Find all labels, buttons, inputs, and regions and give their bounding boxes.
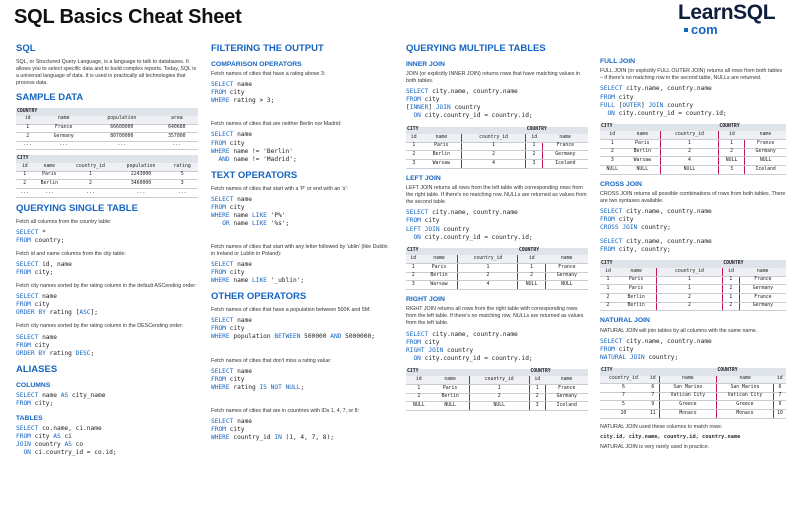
comp-desc-2: Fetch names of cities that are neither Berlin nor Madrid: xyxy=(211,121,342,128)
table-cell: Germany xyxy=(545,272,588,281)
table-row xyxy=(406,160,588,169)
table-cell: Monaco xyxy=(716,410,773,419)
table-row xyxy=(406,393,588,402)
logo-domain: com xyxy=(678,24,788,36)
section-aliases: ALIASES xyxy=(16,363,58,375)
table-cell: 3 xyxy=(406,160,422,169)
header-cell: id xyxy=(518,255,545,263)
table-cell: 1 xyxy=(529,385,545,394)
table-name-city: CITY xyxy=(406,369,529,377)
full-join-heading: FULL JOIN xyxy=(600,58,635,65)
table-cell: 2 xyxy=(718,148,744,157)
table-cell: 1 xyxy=(462,142,526,151)
table-cell: Paris xyxy=(616,285,657,294)
table-row xyxy=(600,294,786,303)
table-cell: 4 xyxy=(661,157,719,166)
table-header xyxy=(600,268,786,276)
table-cell: 1 xyxy=(469,385,529,394)
table-cell: 2 xyxy=(529,393,545,402)
table-header: id name country_id population rating xyxy=(16,163,198,171)
right-join-code: SELECT city.name, country.name FROM city RIGHT JOIN country ON city.country_id = country.id; xyxy=(406,330,533,362)
table-cell: Warsaw xyxy=(422,160,462,169)
right-join-table xyxy=(406,369,588,411)
table-cell: Berlin xyxy=(616,302,657,311)
header-cell: id xyxy=(600,268,616,276)
header-cell: id xyxy=(406,255,421,263)
table-cell: Paris xyxy=(616,276,657,285)
table-row xyxy=(600,285,786,294)
cross-join-heading: CROSS JOIN xyxy=(600,180,642,188)
table-name-city: CITY xyxy=(600,124,718,132)
natural-join-heading: NATURAL JOIN xyxy=(600,317,650,325)
cross-join-code-1: SELECT city.name, country.name FROM city CROSS JOIN country; xyxy=(600,208,712,232)
table-header xyxy=(406,134,588,142)
table-cell: Vatican City xyxy=(659,392,716,401)
table-cell: 2 xyxy=(526,151,543,160)
table-name-city: CITY xyxy=(406,248,518,256)
header-cell: name xyxy=(745,131,786,139)
table-name-country: COUNTRY xyxy=(526,127,588,135)
full-join-table xyxy=(600,124,786,175)
table-cell: 2 xyxy=(657,294,723,303)
table-row xyxy=(600,140,786,149)
table-cell: 2 xyxy=(600,148,625,157)
section-sample-data: SAMPLE DATA xyxy=(16,92,84,104)
inner-join-heading: INNER JOIN xyxy=(406,60,445,68)
table-cell: Berlin xyxy=(422,151,462,160)
qst-desc-4: Fetch city names sorted by the rating column in the DESCending order: xyxy=(16,323,184,330)
table-row: 2 Germany 80700000 357000 xyxy=(16,133,198,142)
header-cell: name xyxy=(625,131,661,139)
table-cell: Iceland xyxy=(542,160,588,169)
table-cell: NULL xyxy=(406,402,432,411)
table-row xyxy=(406,151,588,160)
table-cell: 1 xyxy=(600,285,616,294)
table-cell: 10 xyxy=(773,410,786,419)
table-cell: Paris xyxy=(421,263,458,272)
left-join-desc: LEFT JOIN returns all rows from the left table with corresponding rows from the right table. If there's no matching row, NULLs are returned as values from the second table. xyxy=(406,184,587,206)
table-name-country: COUNTRY xyxy=(518,248,588,256)
table-name-row xyxy=(600,260,786,268)
table-cell: Germany xyxy=(739,285,786,294)
table-row xyxy=(406,272,588,281)
table-cell: 1 xyxy=(600,276,616,285)
column-1 xyxy=(16,38,198,463)
qst-code-2: SELECT id, name FROM city; xyxy=(16,260,72,277)
table-cell: Germany xyxy=(739,302,786,311)
table-cell: 9 xyxy=(647,401,660,410)
table-header xyxy=(406,255,588,263)
header-cell: country_id xyxy=(469,376,529,384)
table-row xyxy=(600,148,786,157)
natural-join-columns: city.id, city.name, country.id, country.name xyxy=(600,433,741,440)
table-cell: 5 xyxy=(600,401,647,410)
table-cell: 7 xyxy=(773,392,786,401)
table-cell: 2 xyxy=(600,294,616,303)
table-cell: NULL xyxy=(745,157,786,166)
header-cell: name xyxy=(716,376,773,384)
full-join-code: SELECT city.name, country.name FROM city FULL [OUTER] JOIN country ON city.country_id = country.id; xyxy=(600,85,727,117)
table-cell: 3 xyxy=(600,157,625,166)
table-name-city: CITY xyxy=(600,260,722,268)
header-cell: name xyxy=(616,268,657,276)
table-header xyxy=(406,376,588,384)
table-row: 1 France 66600000 640680 xyxy=(16,124,198,133)
table-cell: 3 xyxy=(529,402,545,411)
comp-desc-1: Fetch names of cities that have a rating above 3: xyxy=(211,70,326,77)
table-cell: 7 xyxy=(647,392,660,401)
table-row xyxy=(406,142,588,151)
column-3 xyxy=(406,38,588,416)
table-cell: Berlin xyxy=(625,148,661,157)
table-row xyxy=(600,410,786,419)
table-cell: 2 xyxy=(462,151,526,160)
table-name-row xyxy=(406,248,588,256)
aliases-tables-heading: TABLES xyxy=(16,414,43,422)
table-cell: NULL xyxy=(469,402,529,411)
table-cell: 2 xyxy=(661,148,719,157)
table-row xyxy=(600,165,786,174)
header-cell: name xyxy=(545,376,588,384)
table-header xyxy=(600,131,786,139)
table-row: 2 Berlin 2 3460000 3 xyxy=(16,180,198,189)
cross-join-code-2: SELECT city.name, country.name FROM city, country; xyxy=(600,238,712,254)
table-cell: 1 xyxy=(458,263,518,272)
table-cell: France xyxy=(745,140,786,149)
table-row xyxy=(406,385,588,394)
table-cell: NULL xyxy=(600,165,625,174)
table-cell: 1 xyxy=(406,385,432,394)
table-cell: Germany xyxy=(542,151,588,160)
table-cell: NULL xyxy=(518,281,545,290)
natural-join-note-1: NATURAL JOIN used these columns to match rows: xyxy=(600,423,723,430)
header-cell: name xyxy=(432,376,469,384)
table-cell: Warsaw xyxy=(625,157,661,166)
header-cell: country_id xyxy=(661,131,719,139)
table-header: id name population area xyxy=(16,116,198,124)
header-cell: id xyxy=(529,376,545,384)
header-cell: id xyxy=(773,376,786,384)
comp-code-2: SELECT name FROM city WHERE name != 'Berlin' AND name != 'Madrid'; xyxy=(211,131,297,163)
text-code-2: SELECT name FROM city WHERE name LIKE '_ublin'; xyxy=(211,261,305,285)
header-cell: country_id xyxy=(462,134,526,142)
table-cell: Iceland xyxy=(745,165,786,174)
table-cell: 10 xyxy=(600,410,647,419)
table-name-row xyxy=(600,124,786,132)
text-operators-heading: TEXT OPERATORS xyxy=(211,169,298,181)
section-querying-single-table: QUERYING SINGLE TABLE xyxy=(16,202,138,214)
natural-join-desc: NATURAL JOIN will join tables by all columns with the same name. xyxy=(600,327,758,334)
table-cell: Paris xyxy=(422,142,462,151)
table-cell: Greece xyxy=(716,401,773,410)
table-name: COUNTRY xyxy=(16,108,198,116)
comp-code-1: SELECT name FROM city WHERE rating > 3; xyxy=(211,81,275,105)
table-cell: France xyxy=(739,276,786,285)
table-cell: 2 xyxy=(722,285,739,294)
table-cell: San Marino xyxy=(659,384,716,393)
header-cell: country_id xyxy=(458,255,518,263)
table-row xyxy=(406,281,588,290)
header-cell: name xyxy=(739,268,786,276)
table-name-city: CITY xyxy=(600,368,716,376)
comparison-operators-heading: COMPARISON OPERATORS xyxy=(211,60,302,68)
table-cell: 1 xyxy=(526,142,543,151)
header-cell: country_id xyxy=(657,268,723,276)
alias-code-2: SELECT co.name, ci.name FROM city AS ci JOIN country AS co ON ci.country_id = co.id; xyxy=(16,425,117,457)
other-operators-heading: OTHER OPERATORS xyxy=(211,291,307,303)
natural-join-table xyxy=(600,368,786,419)
learnsql-logo[interactable] xyxy=(678,2,788,38)
full-join-desc: FULL JOIN (or explicitly FULL OUTER JOIN) returns all rows from both tables – if there's no matching row in the second table, NULLs are returned. xyxy=(600,68,783,82)
table-cell: Monaco xyxy=(659,410,716,419)
sql-description: SQL, or Structured Query Language, is a language to talk to databases. It allows you to select specific data and to build complex reports. Today, SQL is a universal language of data. It is used in practically all technologies that process data. xyxy=(16,58,197,87)
column-2 xyxy=(211,38,393,448)
table-cell: 4 xyxy=(458,281,518,290)
table-cell: 3 xyxy=(526,160,543,169)
table-cell: San Marino xyxy=(716,384,773,393)
table-cell: 1 xyxy=(657,285,723,294)
table-cell: Berlin xyxy=(616,294,657,303)
table-cell: NULL xyxy=(545,281,588,290)
qst-desc-1: Fetch all columns from the country table: xyxy=(16,218,112,225)
table-cell: 2 xyxy=(722,302,739,311)
table-cell: 1 xyxy=(406,142,422,151)
table-cell: 1 xyxy=(657,276,723,285)
table-cell: NULL xyxy=(432,402,469,411)
table-cell: Iceland xyxy=(545,402,588,411)
header-cell: name xyxy=(545,255,588,263)
table-cell: NULL xyxy=(625,165,661,174)
table-cell: 2 xyxy=(458,272,518,281)
table-cell: France xyxy=(545,263,588,272)
alias-code-1: SELECT name AS city_name FROM city; xyxy=(16,391,106,407)
inner-join-desc: JOIN (or explicitly INNER JOIN) returns rows that have matching values in both tables. xyxy=(406,70,580,85)
table-cell: 1 xyxy=(718,140,744,149)
table-cell: NULL xyxy=(661,165,719,174)
table-name-country: COUNTRY xyxy=(718,124,786,132)
table-name-row xyxy=(406,369,588,377)
table-cell: 3 xyxy=(718,165,744,174)
table-header xyxy=(600,376,786,384)
table-cell: 6 xyxy=(773,384,786,393)
table-cell: 2 xyxy=(406,393,432,402)
header-cell: name xyxy=(421,255,458,263)
table-cell: France xyxy=(739,294,786,303)
column-4 xyxy=(600,38,786,454)
natural-join-code: SELECT city.name, country.name FROM city NATURAL JOIN country; xyxy=(600,337,712,361)
table-row xyxy=(406,402,588,411)
table-cell: France xyxy=(545,385,588,394)
left-join-heading: LEFT JOIN xyxy=(406,174,441,182)
other-desc-3: Fetch names of cities that are in countries with IDs 1, 4, 7, or 8: xyxy=(211,407,360,414)
table-name-row xyxy=(600,368,786,376)
header-cell: id xyxy=(406,134,422,142)
other-code-2: SELECT name FROM city WHERE rating IS NOT NULL; xyxy=(211,367,305,391)
table-cell: 1 xyxy=(600,140,625,149)
other-desc-1: Fetch names of cities that have a population between 500K and 5M: xyxy=(211,307,371,314)
header-cell: id xyxy=(406,376,432,384)
table-cell: 7 xyxy=(600,392,647,401)
left-join-code: SELECT city.name, country.name FROM city LEFT JOIN country ON city.country_id = country.id; xyxy=(406,209,533,241)
country-sample-table xyxy=(16,108,198,150)
inner-join-table xyxy=(406,127,588,169)
cross-join-desc: CROSS JOIN returns all possible combinations of rows from both tables. There are two syntaxes available. xyxy=(600,190,786,204)
qst-desc-3: Fetch city names sorted by the rating column in the default ASCending order: xyxy=(16,283,197,290)
natural-join-note-2: NATURAL JOIN is very rarely used in practice. xyxy=(600,444,710,451)
table-row xyxy=(600,392,786,401)
table-cell: Berlin xyxy=(432,393,469,402)
aliases-columns-heading: COLUMNS xyxy=(16,381,51,389)
table-cell: Vatican City xyxy=(716,392,773,401)
table-cell: Greece xyxy=(659,401,716,410)
table-name-country: COUNTRY xyxy=(529,369,588,377)
table-name-row xyxy=(406,127,588,135)
text-desc-1: Fetch names of cities that start with a 'P' or end with an 's': xyxy=(211,185,348,192)
table-row xyxy=(406,263,588,272)
other-code-1: SELECT name FROM city WHERE population BETWEEN 500000 AND 5000000; xyxy=(211,317,375,341)
table-row xyxy=(600,302,786,311)
table-row xyxy=(600,401,786,410)
table-name-country: COUNTRY xyxy=(716,368,786,376)
header-cell: country_id xyxy=(600,376,647,384)
qst-code-3: SELECT name FROM city ORDER BY rating [ASC]; xyxy=(16,293,98,317)
right-join-heading: RIGHT JOIN xyxy=(406,295,445,303)
table-cell: 2 xyxy=(406,272,421,281)
header-cell: id xyxy=(718,131,744,139)
table-cell: France xyxy=(542,142,588,151)
table-cell: 6 xyxy=(600,384,647,393)
table-cell: 3 xyxy=(406,281,421,290)
table-cell: 2 xyxy=(657,302,723,311)
table-cell: 1 xyxy=(406,263,421,272)
cross-join-table xyxy=(600,260,786,311)
table-cell: 2 xyxy=(600,302,616,311)
table-name: CITY xyxy=(16,155,198,163)
header-cell: id xyxy=(722,268,739,276)
other-desc-2: Fetch names of cities that don't miss a rating value: xyxy=(211,357,332,364)
inner-join-code: SELECT city.name, country.name FROM city [INNER] JOIN country ON city.country_id = country.id; xyxy=(406,88,533,120)
section-sql: SQL xyxy=(16,43,36,54)
table-cell: 1 xyxy=(661,140,719,149)
logo-wordmark: LearnSQL xyxy=(678,1,776,24)
table-name-city: CITY xyxy=(406,127,526,135)
table-cell: Germany xyxy=(745,148,786,157)
table-row: ... ... ... ... xyxy=(16,141,198,150)
table-row xyxy=(600,157,786,166)
qst-code-1: SELECT * FROM country; xyxy=(16,228,65,244)
table-row xyxy=(600,384,786,393)
qst-code-4: SELECT name FROM city ORDER BY rating DESC; xyxy=(16,333,95,357)
table-cell: 2 xyxy=(406,151,422,160)
header-cell: id xyxy=(647,376,660,384)
header-cell: id xyxy=(600,131,625,139)
text-desc-2: Fetch names of cities that start with any letter followed by 'ublin' (like Dublin in Ireland or Lublin in Poland): xyxy=(211,243,388,258)
table-cell: 9 xyxy=(773,401,786,410)
header-cell: name xyxy=(422,134,462,142)
text-code-1: SELECT name FROM city WHERE name LIKE 'P%' OR name LIKE '%s'; xyxy=(211,195,290,227)
table-cell: 11 xyxy=(647,410,660,419)
left-join-table xyxy=(406,248,588,290)
table-name-country: COUNTRY xyxy=(722,260,786,268)
table-cell: Paris xyxy=(432,385,469,394)
section-filtering: FILTERING THE OUTPUT xyxy=(211,43,324,54)
qst-desc-2: Fetch id and name columns from the city table: xyxy=(16,250,126,257)
table-cell: NULL xyxy=(718,157,744,166)
city-sample-table xyxy=(16,155,198,197)
table-cell: Warsaw xyxy=(421,281,458,290)
table-cell: 1 xyxy=(518,263,545,272)
table-cell: 2 xyxy=(469,393,529,402)
table-cell: 1 xyxy=(722,294,739,303)
right-join-desc: RIGHT JOIN returns all rows from the right table with corresponding rows from the left table. If there's no matching row, NULLs are returned as values from the left table. xyxy=(406,306,584,327)
table-cell: Paris xyxy=(625,140,661,149)
table-cell: 1 xyxy=(722,276,739,285)
header-cell: name xyxy=(659,376,716,384)
logo-dot-icon xyxy=(684,28,688,32)
page-title: SQL Basics Cheat Sheet xyxy=(14,6,242,28)
table-row: 1 Paris 1 2243000 5 xyxy=(16,171,198,180)
header-cell: id xyxy=(526,134,543,142)
table-row: ... ... ... ... ... xyxy=(16,189,198,198)
table-cell: Germany xyxy=(545,393,588,402)
table-cell: 4 xyxy=(462,160,526,169)
table-cell: 2 xyxy=(518,272,545,281)
table-cell: Berlin xyxy=(421,272,458,281)
table-cell: 6 xyxy=(647,384,660,393)
other-code-3: SELECT name FROM city WHERE country_id IN (1, 4, 7, 8); xyxy=(211,417,334,442)
header-cell: name xyxy=(542,134,588,142)
table-row xyxy=(600,276,786,285)
section-querying-multiple-tables: QUERYING MULTIPLE TABLES xyxy=(406,43,546,54)
